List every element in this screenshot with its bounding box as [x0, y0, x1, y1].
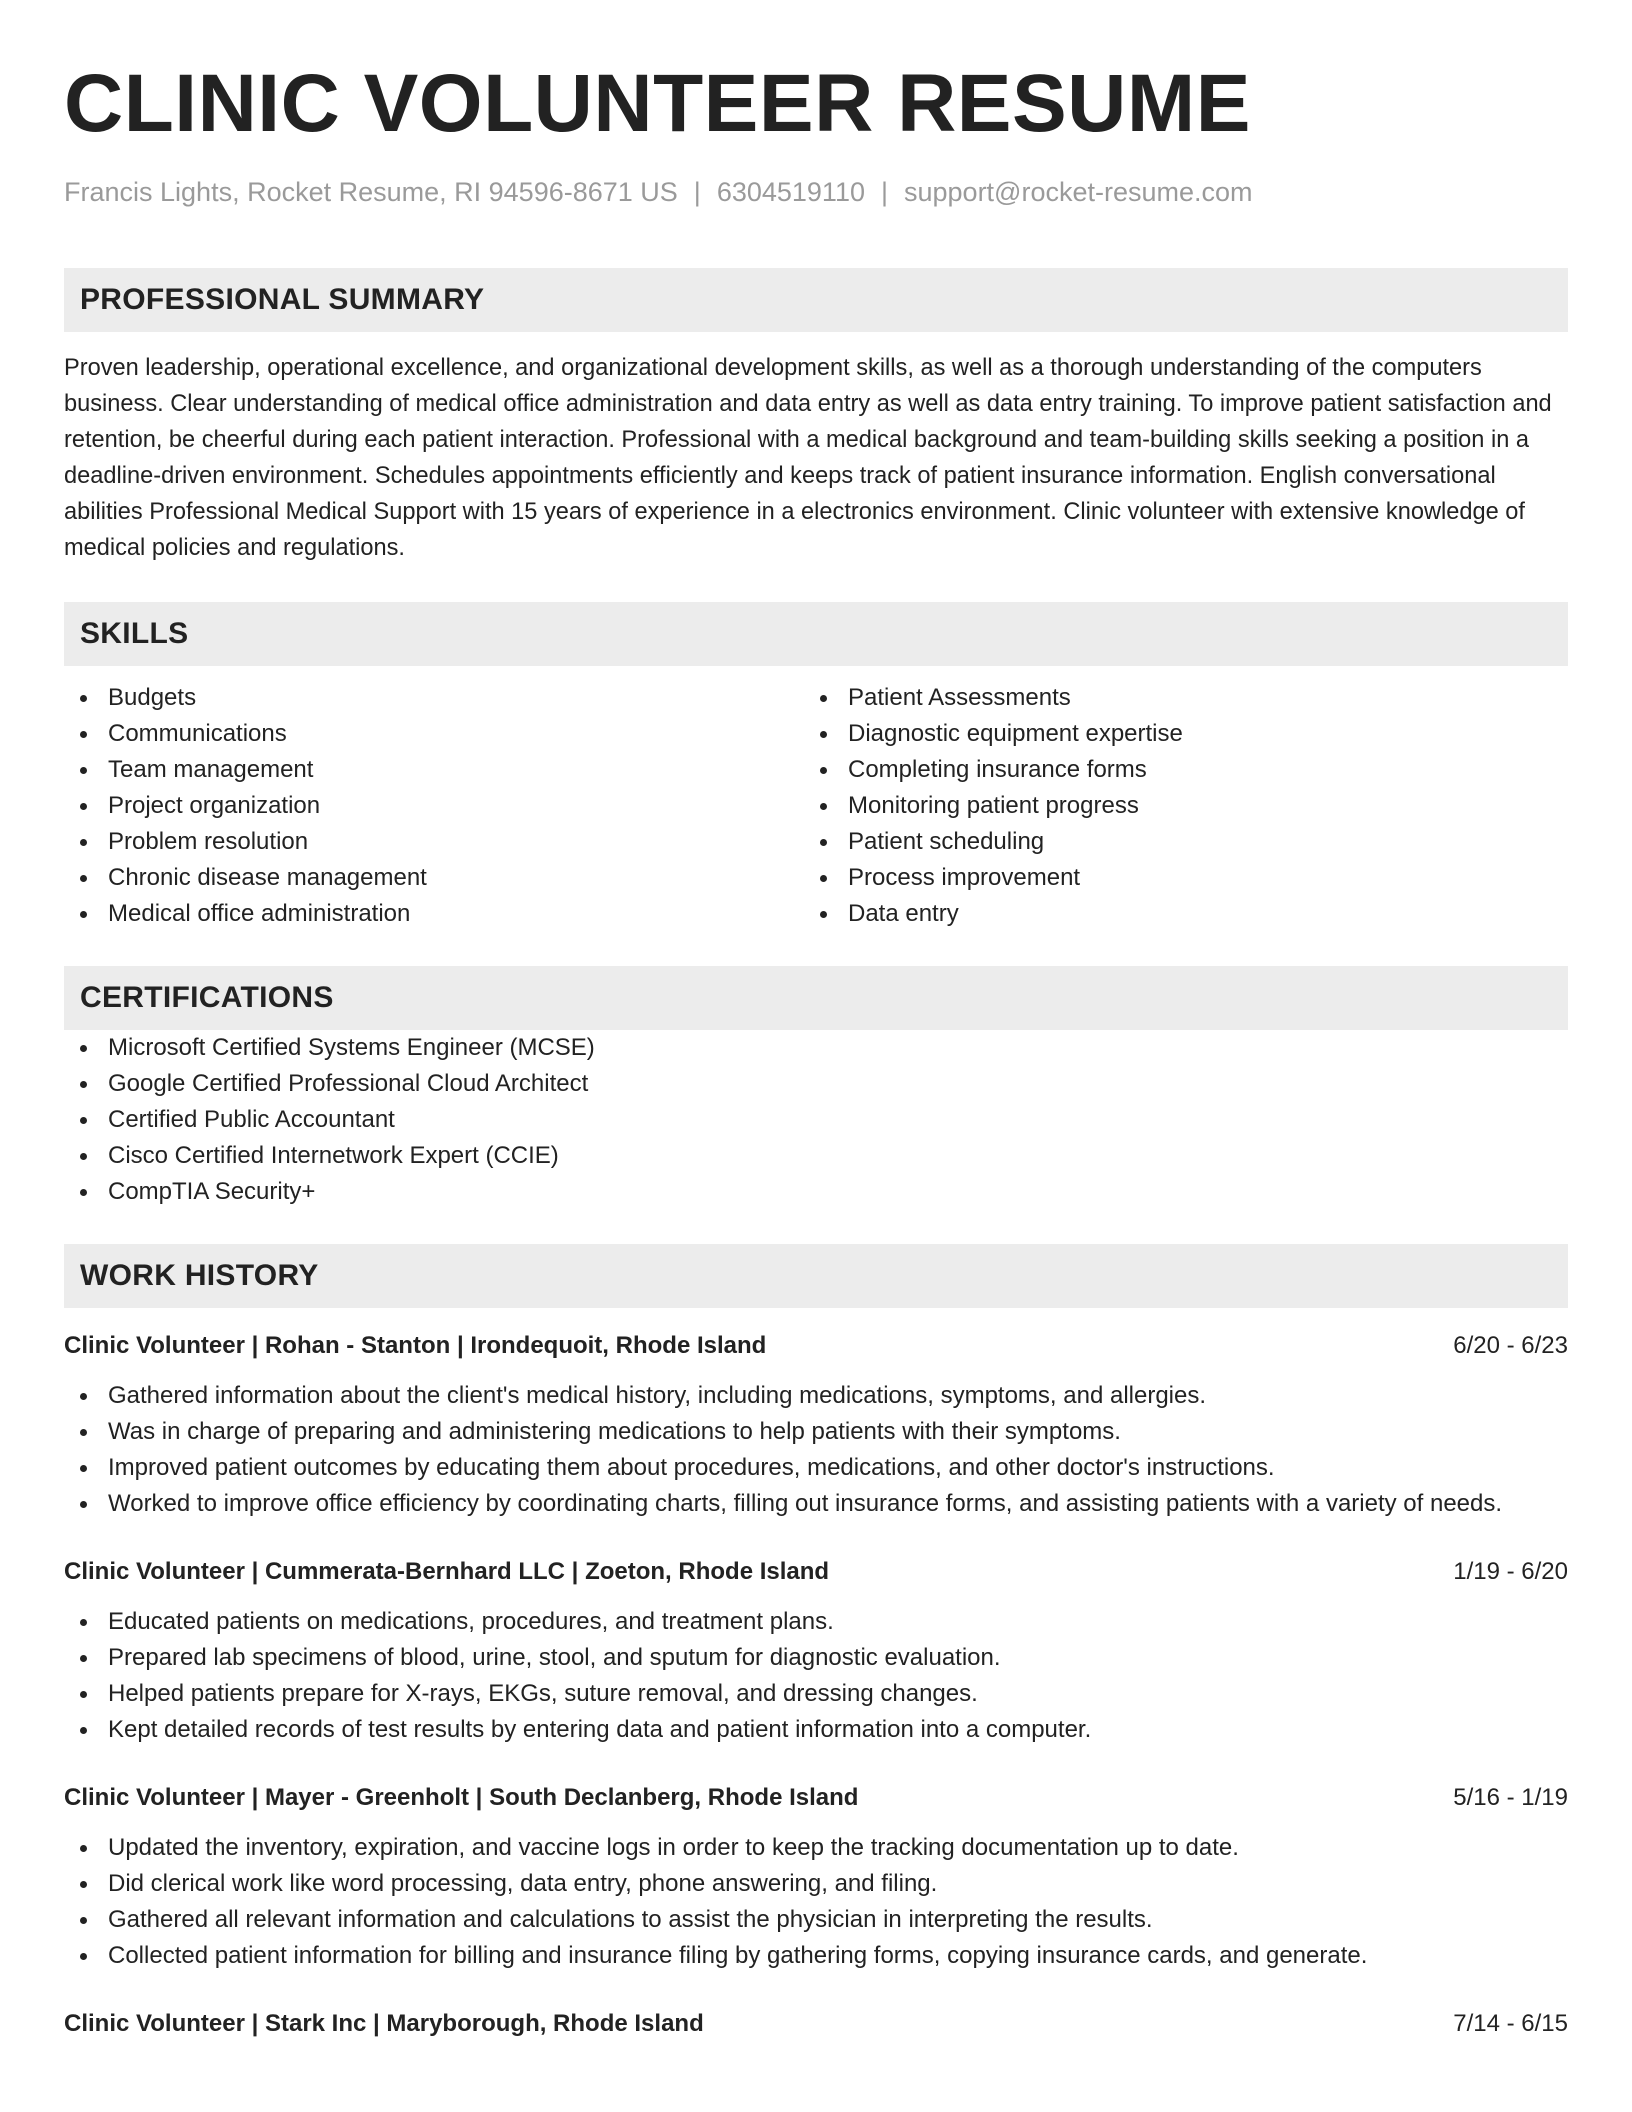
certification-item: Certified Public Accountant: [64, 1102, 1568, 1138]
job-title: Clinic Volunteer | Cummerata-Bernhard LLC | Zoeton, Rhode Island: [64, 1558, 830, 1585]
skill-item: Patient Assessments: [804, 680, 1544, 716]
skills-list-left: [64, 680, 804, 932]
skill-item: Process improvement: [804, 860, 1544, 896]
job-duties: [64, 1604, 1568, 1748]
job-header: [64, 1554, 1568, 1590]
job-title: Clinic Volunteer | Rohan - Stanton | Irondequoit, Rhode Island: [64, 1332, 767, 1359]
job-dates: 1/19 - 6/20: [1453, 1558, 1568, 1585]
skill-item: Team management: [64, 752, 804, 788]
job-duty: Kept detailed records of test results by entering data and patient information into a computer.: [64, 1712, 1568, 1748]
job-header: [64, 1780, 1568, 1816]
job-duty: Collected patient information for billing and insurance filing by gathering forms, copying insurance cards, and generate.: [64, 1938, 1568, 1974]
skill-item: Monitoring patient progress: [804, 788, 1544, 824]
skill-item: Medical office administration: [64, 896, 804, 932]
job-duty: Prepared lab specimens of blood, urine, stool, and sputum for diagnostic evaluation.: [64, 1640, 1568, 1676]
skill-item: Chronic disease management: [64, 860, 804, 896]
skill-item: Completing insurance forms: [804, 752, 1544, 788]
job-duties: [64, 1830, 1568, 1974]
skills-column-left: [64, 680, 804, 932]
certification-item: CompTIA Security+: [64, 1174, 1568, 1210]
summary-heading: PROFESSIONAL SUMMARY: [64, 268, 1568, 332]
job-duty: Improved patient outcomes by educating them about procedures, medications, and other doctor's instructions.: [64, 1450, 1568, 1486]
job-entry: [64, 1554, 1568, 1748]
job-dates: 5/16 - 1/19: [1453, 1784, 1568, 1811]
job-duty: Did clerical work like word processing, data entry, phone answering, and filing.: [64, 1866, 1568, 1902]
job-title: Clinic Volunteer | Stark Inc | Maryborough, Rhode Island: [64, 2010, 704, 2037]
skills-list-right: [804, 680, 1544, 932]
contact-email: support@rocket-resume.com: [904, 177, 1253, 207]
skill-item: Data entry: [804, 896, 1544, 932]
job-duties: [64, 1378, 1568, 1522]
job-header: [64, 2006, 1568, 2042]
resume-title: CLINIC VOLUNTEER RESUME: [64, 58, 1251, 149]
skills-column-right: [804, 680, 1544, 932]
skill-item: Project organization: [64, 788, 804, 824]
job-duty: Gathered information about the client's medical history, including medications, symptoms, and allergies.: [64, 1378, 1568, 1414]
job-duty: Helped patients prepare for X-rays, EKGs, suture removal, and dressing changes.: [64, 1676, 1568, 1712]
skill-item: Problem resolution: [64, 824, 804, 860]
certifications-list: [64, 1030, 1568, 1210]
job-duty: Worked to improve office efficiency by coordinating charts, filling out insurance forms, and assisting patients with a variety of needs.: [64, 1486, 1568, 1522]
skills-heading: SKILLS: [64, 602, 1568, 666]
skill-item: Communications: [64, 716, 804, 752]
summary-text: Proven leadership, operational excellence, and organizational development skills, as well as a thorough understanding of the computers business. Clear understanding of medical office administration and data entry as well as data entry training. To improve patient satisfaction and retention, be cheerful during each patient interaction. Professional with a medical background and team-building skills seeking a position in a deadline-driven environment. Schedules appointments efficiently and keeps track of patient insurance information. English conversational abilities Professional Medical Support with 15 years of experience in a electronics environment. Clinic volunteer with extensive knowledge of medical policies and regulations.: [64, 355, 1552, 561]
job-duty: Updated the inventory, expiration, and vaccine logs in order to keep the tracking documentation up to date.: [64, 1830, 1568, 1866]
job-title: Clinic Volunteer | Mayer - Greenholt | South Declanberg, Rhode Island: [64, 1784, 859, 1811]
skill-item: Budgets: [64, 680, 804, 716]
skills-grid: [64, 680, 1568, 932]
job-duty: Educated patients on medications, procedures, and treatment plans.: [64, 1604, 1568, 1640]
contact-address: Francis Lights, Rocket Resume, RI 94596-8671 US: [64, 177, 678, 207]
work-history-heading: WORK HISTORY: [64, 1244, 1568, 1308]
job-duty: Gathered all relevant information and calculations to assist the physician in interpreting the results.: [64, 1902, 1568, 1938]
contact-separator: |: [880, 177, 888, 207]
contact-separator: |: [693, 177, 701, 207]
job-dates: 7/14 - 6/15: [1453, 2010, 1568, 2037]
job-header: [64, 1328, 1568, 1364]
certifications-heading: CERTIFICATIONS: [64, 966, 1568, 1030]
job-entry: [64, 2006, 1568, 2042]
certification-item: Google Certified Professional Cloud Architect: [64, 1066, 1568, 1102]
contact-line: [64, 174, 1568, 210]
certification-item: Microsoft Certified Systems Engineer (MCSE): [64, 1030, 1568, 1066]
skill-item: Patient scheduling: [804, 824, 1544, 860]
job-dates: 6/20 - 6/23: [1453, 1332, 1568, 1359]
contact-phone: 6304519110: [716, 177, 865, 207]
job-entry: [64, 1780, 1568, 1974]
certification-item: Cisco Certified Internetwork Expert (CCIE): [64, 1138, 1568, 1174]
job-entry: [64, 1328, 1568, 1522]
job-duty: Was in charge of preparing and administering medications to help patients with their symptoms.: [64, 1414, 1568, 1450]
skill-item: Diagnostic equipment expertise: [804, 716, 1544, 752]
